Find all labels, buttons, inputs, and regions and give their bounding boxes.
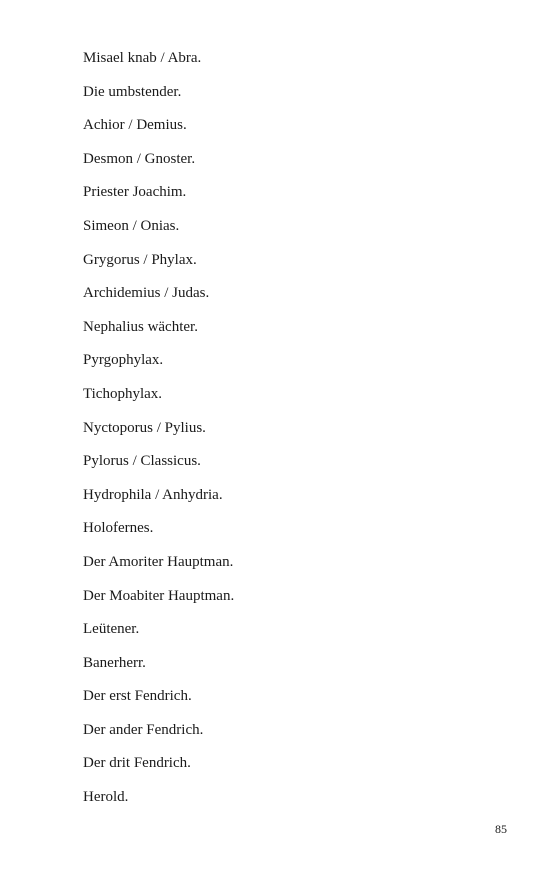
cast-item: Hydrophila / Anhydria. xyxy=(83,486,223,503)
cast-item: Holofernes. xyxy=(83,520,154,537)
cast-item: Misael knab / Abra. xyxy=(83,50,202,66)
cast-item: Der Moabiter Hauptman. xyxy=(83,587,235,604)
cast-item: Banerherr. xyxy=(83,654,146,671)
cast-item: Nephalius wächter. xyxy=(83,318,198,335)
cast-item: Leütener. xyxy=(83,621,140,638)
cast-item: Simeon / Onias. xyxy=(83,217,180,234)
cast-list xyxy=(83,48,234,821)
cast-item: Herold. xyxy=(83,789,129,806)
cast-item: Pyrgophylax. xyxy=(83,352,164,369)
cast-item: Tichophylax. xyxy=(83,385,163,402)
cast-item: Nyctoporus / Pylius. xyxy=(83,419,206,436)
cast-item: Priester Joachim. xyxy=(83,184,187,201)
cast-item: Achior / Demius. xyxy=(83,117,187,134)
cast-item: Der drit Fendrich. xyxy=(83,755,191,772)
cast-item: Der ander Fendrich. xyxy=(83,721,204,738)
cast-item: Desmon / Gnoster. xyxy=(83,150,196,167)
cast-item: Der Amoriter Hauptman. xyxy=(83,553,234,570)
page-number: 85 xyxy=(495,822,507,836)
cast-item: Archidemius / Judas. xyxy=(83,285,210,302)
cast-item: Die umbstender. xyxy=(83,83,182,100)
cast-item: Grygorus / Phylax. xyxy=(83,251,197,268)
cast-item: Der erst Fendrich. xyxy=(83,688,192,705)
cast-item: Pylorus / Classicus. xyxy=(83,453,201,470)
